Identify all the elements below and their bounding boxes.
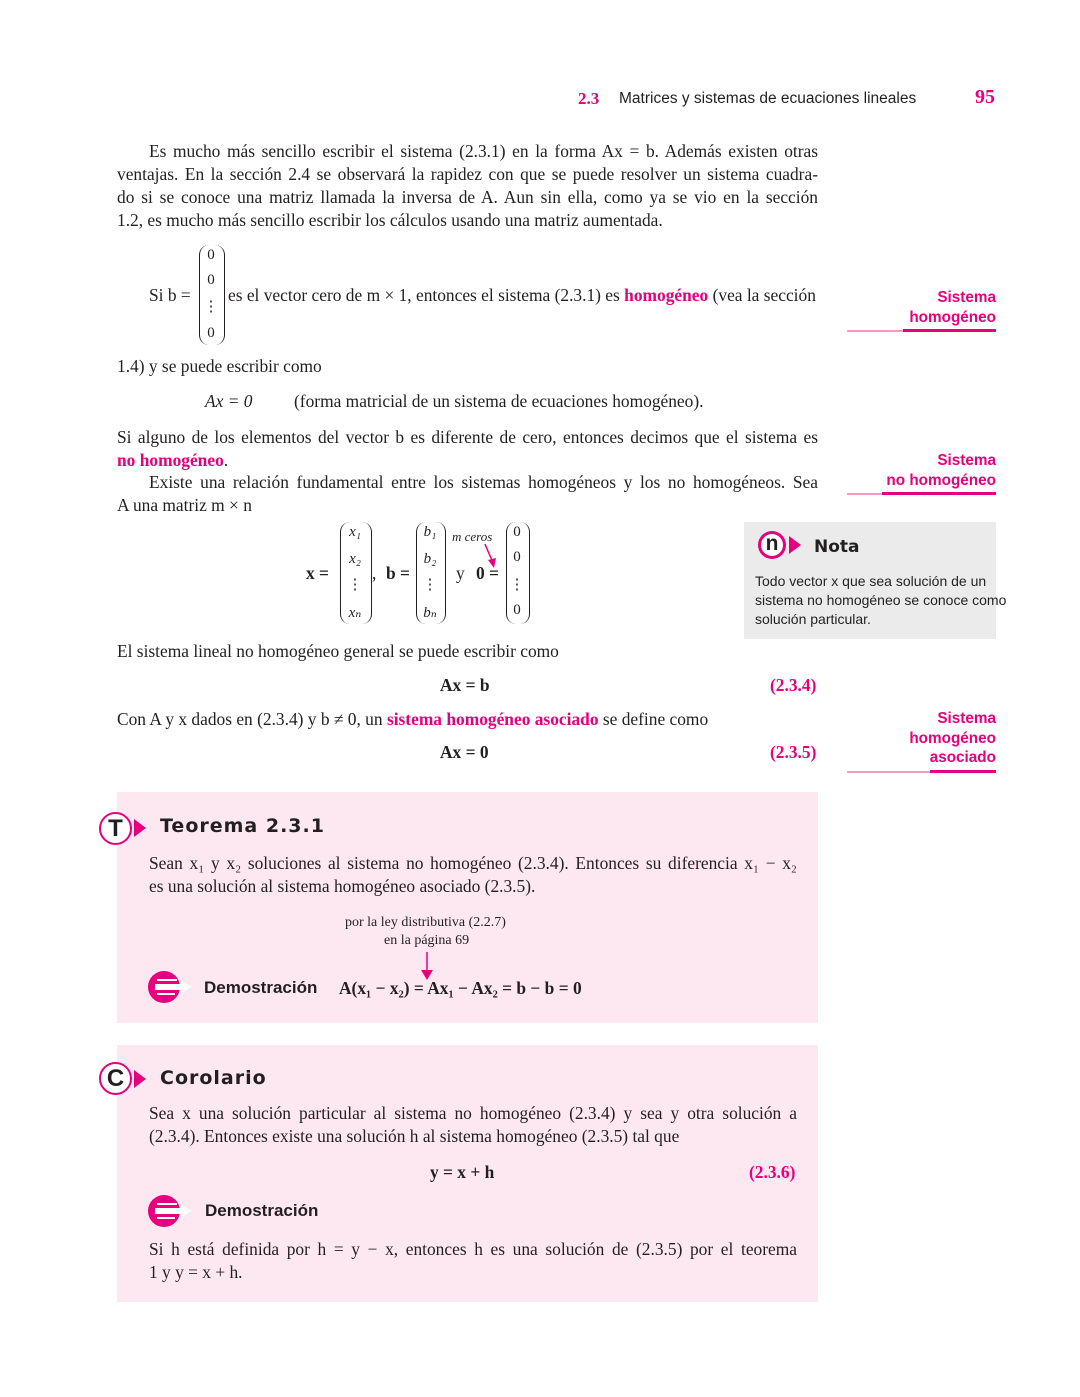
- theorem-icon: T: [99, 812, 132, 845]
- margin-note-sistema-no-homogeneo: [886, 451, 996, 490]
- eq-homogeneous-description: (forma matricial de un sistema de ecuaciones homogéneo).: [294, 391, 704, 411]
- nota-icon-letter: n: [765, 532, 779, 555]
- corollary-arrow-icon: [134, 1070, 146, 1088]
- margin-rule-accent: [903, 329, 996, 332]
- corollary-demo-label: Demostración: [205, 1201, 319, 1220]
- paragraph1-line2: ventajas. En la sección 2.4 se observará la rapidez con que se puede resolver un sistema cuadra-: [117, 164, 818, 184]
- si-b-prefix: Si b =: [149, 285, 191, 305]
- b-entry: b₁: [423, 524, 437, 540]
- corollary-title: Corolario: [160, 1067, 267, 1089]
- zero-entry: 0: [513, 602, 521, 618]
- margin-rule-accent: [882, 492, 996, 495]
- x-entry: x₂: [349, 551, 361, 567]
- x-entry: x₁: [349, 524, 361, 540]
- b-vector-label: b =: [386, 563, 410, 583]
- x-entry: xₙ: [348, 605, 362, 621]
- si-b-text-after: (vea la sección: [712, 285, 816, 305]
- corollary-proof-line2: 1 y y = x + h.: [149, 1262, 243, 1282]
- x-vector-label: x =: [306, 563, 329, 583]
- margin-note-sistema-homogeneo: [909, 288, 996, 327]
- page-number: 95: [975, 86, 995, 108]
- period: .: [223, 450, 229, 470]
- paragraph3-line1: El sistema lineal no homogéneo general se puede escribir como: [117, 641, 559, 661]
- pointing-hand-icon: [147, 970, 197, 1004]
- margin-note-line: Sistema: [937, 452, 996, 469]
- nota-line1: Todo vector x que sea solución de un: [755, 573, 987, 589]
- zero-entry: ⋮: [509, 577, 525, 593]
- theorem-line2: es una solución al sistema homogéneo asociado (2.3.5).: [149, 876, 536, 896]
- equation-235-number: (2.3.5): [770, 742, 817, 762]
- paragraph4: [117, 709, 708, 730]
- margin-note-line: no homogéneo: [886, 471, 996, 489]
- theorem-annotation-line2: en la página 69: [384, 933, 470, 948]
- zero-vector-entry: 0: [207, 325, 215, 341]
- corollary-line2: (2.3.4). Entonces existe una solución h al sistema homogéneo (2.3.5) tal que: [149, 1126, 680, 1146]
- y-text: y: [456, 563, 465, 583]
- si-b-text: [228, 285, 816, 306]
- nota-line2: sistema no homogéneo se conoce como: [755, 592, 1007, 608]
- equation-235: Ax = 0: [440, 742, 489, 762]
- term-sistema-homogeneo-asociado: sistema homogéneo asociado: [386, 709, 599, 729]
- nota-line3: solución particular.: [755, 611, 871, 627]
- equation-234-number: (2.3.4): [770, 675, 817, 695]
- si-b-text-before: es el vector cero de m × 1, entonces el sistema (2.3.1) es: [228, 285, 620, 305]
- si-b-continuation: 1.4) y se puede escribir como: [117, 356, 322, 376]
- paragraph1-line3: do si se conoce una matriz llamada la inversa de A. Aun sin ella, como ya se vio en la sección: [117, 187, 818, 207]
- zero-vector-label: 0 =: [476, 563, 499, 583]
- nota-icon: [758, 531, 786, 559]
- theorem-proof: A(x₁ − x₂) = Ax₁ − Ax₂ = b − b = 0: [339, 978, 582, 998]
- vector-comma: ,: [372, 563, 377, 583]
- paragraph2-line2: [117, 450, 228, 471]
- margin-note-line: homogéneo: [909, 729, 996, 747]
- b-entry: b₂: [423, 551, 437, 567]
- corollary-equation-number: (2.3.6): [749, 1162, 796, 1182]
- equation-234: Ax = b: [440, 675, 490, 695]
- zero-vector-entry: 0: [207, 272, 215, 288]
- theorem-title: Teorema 2.3.1: [160, 815, 325, 837]
- corollary-line1: Sea x una solución particular al sistema no homogéneo (2.3.4) y sea y otra solución a: [149, 1103, 797, 1123]
- margin-note-line: asociado: [929, 749, 996, 766]
- paragraph1-line4: 1.2, es mucho más sencillo escribir los cálculos usando una matriz aumentada.: [117, 210, 663, 230]
- nota-title: Nota: [814, 537, 860, 557]
- paragraph4-suffix: se define como: [602, 709, 709, 729]
- paragraph2-line1: Si alguno de los elementos del vector b es diferente de cero, entonces decimos que el sistema es: [117, 427, 818, 447]
- corollary-proof-line1: Si h está definida por h = y − x, entonces h es una solución de (2.3.5) por el teorema: [149, 1239, 797, 1259]
- nota-arrow-icon: [789, 536, 801, 554]
- zero-entry: 0: [513, 549, 521, 565]
- margin-note-line: Sistema: [937, 710, 996, 727]
- margin-note-line: Sistema: [937, 289, 996, 306]
- zero-vector-entry: ⋮: [203, 299, 219, 315]
- theorem-line1: Sean x₁ y x₂ soluciones al sistema no homogéneo (2.3.4). Entonces su diferencia x₁ − x₂: [149, 853, 797, 873]
- theorem-arrow-icon: [134, 819, 146, 837]
- term-no-homogeneo: no homogéneo: [117, 450, 224, 470]
- margin-note-sistema-homogeneo-asociado: [909, 709, 996, 768]
- corollary-equation: y = x + h: [430, 1162, 495, 1182]
- theorem-annotation-line1: por la ley distributiva (2.2.7): [345, 915, 506, 930]
- pointing-hand-icon: [147, 1194, 197, 1228]
- theorem-demo-label: Demostración: [204, 978, 318, 997]
- margin-note-line: homogéneo: [909, 308, 996, 326]
- b-entry: bₙ: [423, 605, 437, 621]
- paragraph4-prefix: Con A y x dados en (2.3.4) y b ≠ 0, un: [117, 709, 383, 729]
- x-entry: ⋮: [347, 577, 363, 593]
- corollary-icon: C: [99, 1062, 132, 1095]
- section-number: 2.3: [578, 89, 600, 108]
- term-homogeneo: homogéneo: [624, 285, 709, 305]
- paragraph1-line1: Es mucho más sencillo escribir el sistema (2.3.1) en la forma Ax = b. Además existen otras: [149, 141, 818, 161]
- paragraph2-line3: Existe una relación fundamental entre los sistemas homogéneos y los no homogéneos. Sea: [149, 472, 818, 492]
- zero-entry: 0: [513, 524, 521, 540]
- margin-rule-accent: [930, 770, 996, 773]
- paragraph2-line4: A una matriz m × n: [117, 495, 252, 515]
- section-title: Matrices y sistemas de ecuaciones lineales: [619, 90, 917, 107]
- eq-homogeneous: Ax = 0: [205, 391, 253, 411]
- b-entry: ⋮: [422, 577, 438, 593]
- zero-vector-entry: 0: [207, 247, 215, 263]
- m-ceros-label: m ceros: [452, 529, 493, 544]
